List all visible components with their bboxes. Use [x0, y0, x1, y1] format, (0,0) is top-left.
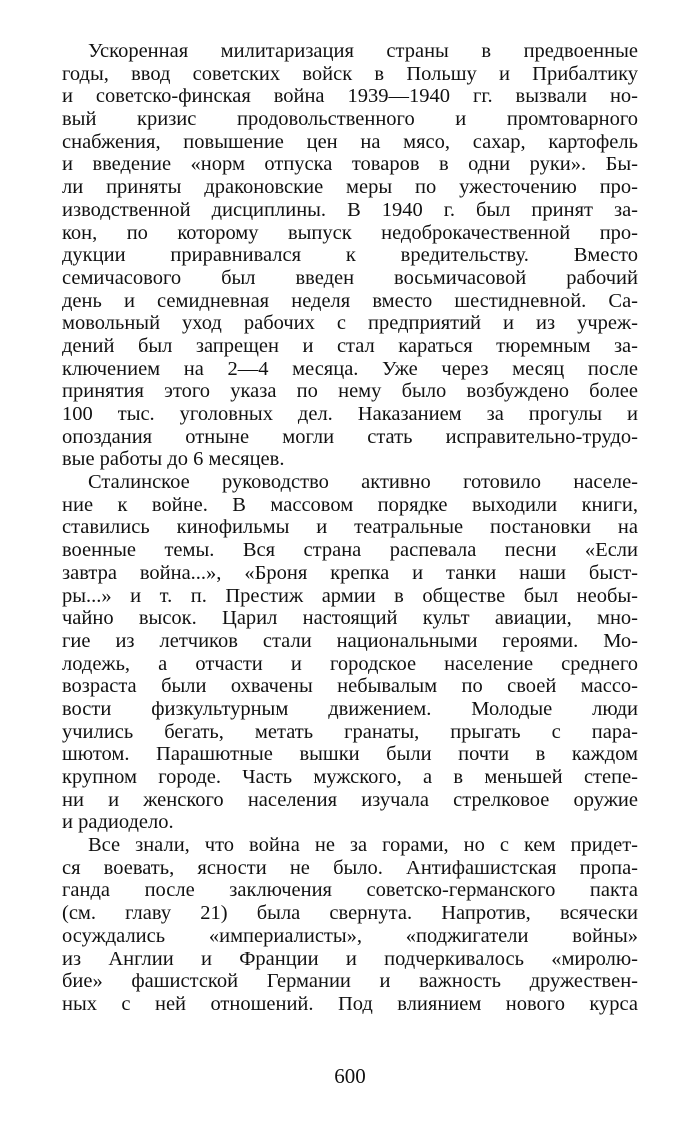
- text-line: дений был запрещен и стал караться тюремным за-: [62, 334, 638, 357]
- text-line: изводственной дисциплины. В 1940 г. был принят за-: [62, 198, 638, 221]
- text-line: ры...» и т. п. Престиж армии в обществе был необы-: [62, 584, 638, 607]
- text-line: (см. главу 21) была свернута. Напротив, всячески: [62, 902, 638, 925]
- text-line: семичасового был введен восьмичасовой рабочий: [62, 266, 638, 289]
- text-line: день и семидневная неделя вместо шестидневной. Са-: [62, 289, 638, 312]
- text-line: военные темы. Вся страна распевала песни «Если: [62, 539, 638, 562]
- text-line: вости физкультурным движением. Молодые люди: [62, 697, 638, 720]
- text-line: лодежь, а отчасти и городское население среднего: [62, 652, 638, 675]
- text-line: и советско-финская война 1939—1940 гг. вызвали но-: [62, 85, 638, 108]
- text-line: ных с ней отношений. Под влиянием нового курса: [62, 992, 638, 1015]
- text-line: 100 тыс. уголовных дел. Наказанием за прогулы и: [62, 403, 638, 425]
- text-line: кон, по которому выпуск недоброкачественной про-: [62, 221, 638, 244]
- text-line: годы, ввод советских войск в Польшу и Прибалтику: [62, 62, 638, 85]
- text-line: возраста были охвачены небывалым по своей массо-: [62, 675, 638, 698]
- text-line: бие» фашистской Германии и важность дружествен-: [62, 970, 638, 993]
- text-line: чайно высок. Царил настоящий культ авиации, мно-: [62, 607, 638, 630]
- text-line: из Англии и Франции и подчеркивалось «миролю-: [62, 947, 638, 970]
- text-line: ставились кинофильмы и театральные постановки на: [62, 516, 638, 539]
- text-line: и радиодело.: [62, 811, 174, 834]
- text-line: завтра война...», «Броня крепка и танки наши быст-: [62, 561, 638, 584]
- text-line: вый кризис продовольственного и промтоварного: [62, 108, 638, 131]
- text-line: дукции приравнивался к вредительству. Вместо: [62, 244, 638, 267]
- text-line: ключением на 2—4 месяца. Уже через месяц после: [62, 357, 638, 380]
- text-line: Все знали, что война не за горами, но с кем придет-: [88, 834, 638, 857]
- text-line: ли приняты драконовские меры по ужесточению про-: [62, 176, 638, 199]
- text-line: Ускоренная милитаризация страны в предвоенные: [88, 40, 638, 62]
- text-line: принятия этого указа по нему было возбуждено более: [62, 380, 638, 403]
- text-line: шютом. Парашютные вышки были почти в каждом: [62, 743, 638, 766]
- body-text: [62, 40, 638, 1016]
- text-line: ся воевать, ясности не было. Антифашистская пропа-: [62, 856, 638, 879]
- text-line: учились бегать, метать гранаты, прыгать с пара-: [62, 720, 638, 743]
- text-line: снабжения, повышение цен на мясо, сахар, картофель: [62, 130, 638, 153]
- text-line: осуждались «империалисты», «поджигатели войны»: [62, 924, 638, 947]
- text-line: крупном городе. Часть мужского, а в меньшей степе-: [62, 766, 638, 788]
- text-line: гие из летчиков стали национальными героями. Мо-: [62, 629, 638, 652]
- text-line: ганда после заключения советско-германского пакта: [62, 879, 638, 902]
- text-line: и введение «норм отпуска товаров в одни руки». Бы-: [62, 153, 638, 176]
- text-line: вые работы до 6 месяцев.: [62, 448, 285, 471]
- text-line: Сталинское руководство активно готовило населе-: [88, 471, 638, 494]
- page-number: 600: [334, 1064, 366, 1088]
- text-line: ни и женского населения изучала стрелковое оружие: [62, 788, 638, 811]
- text-line: мовольный уход рабочих с предприятий и из учреж-: [62, 312, 638, 335]
- text-line: опоздания отныне могли стать исправительно-трудо-: [62, 425, 638, 448]
- text-line: ние к войне. В массовом порядке выходили книги,: [62, 493, 638, 516]
